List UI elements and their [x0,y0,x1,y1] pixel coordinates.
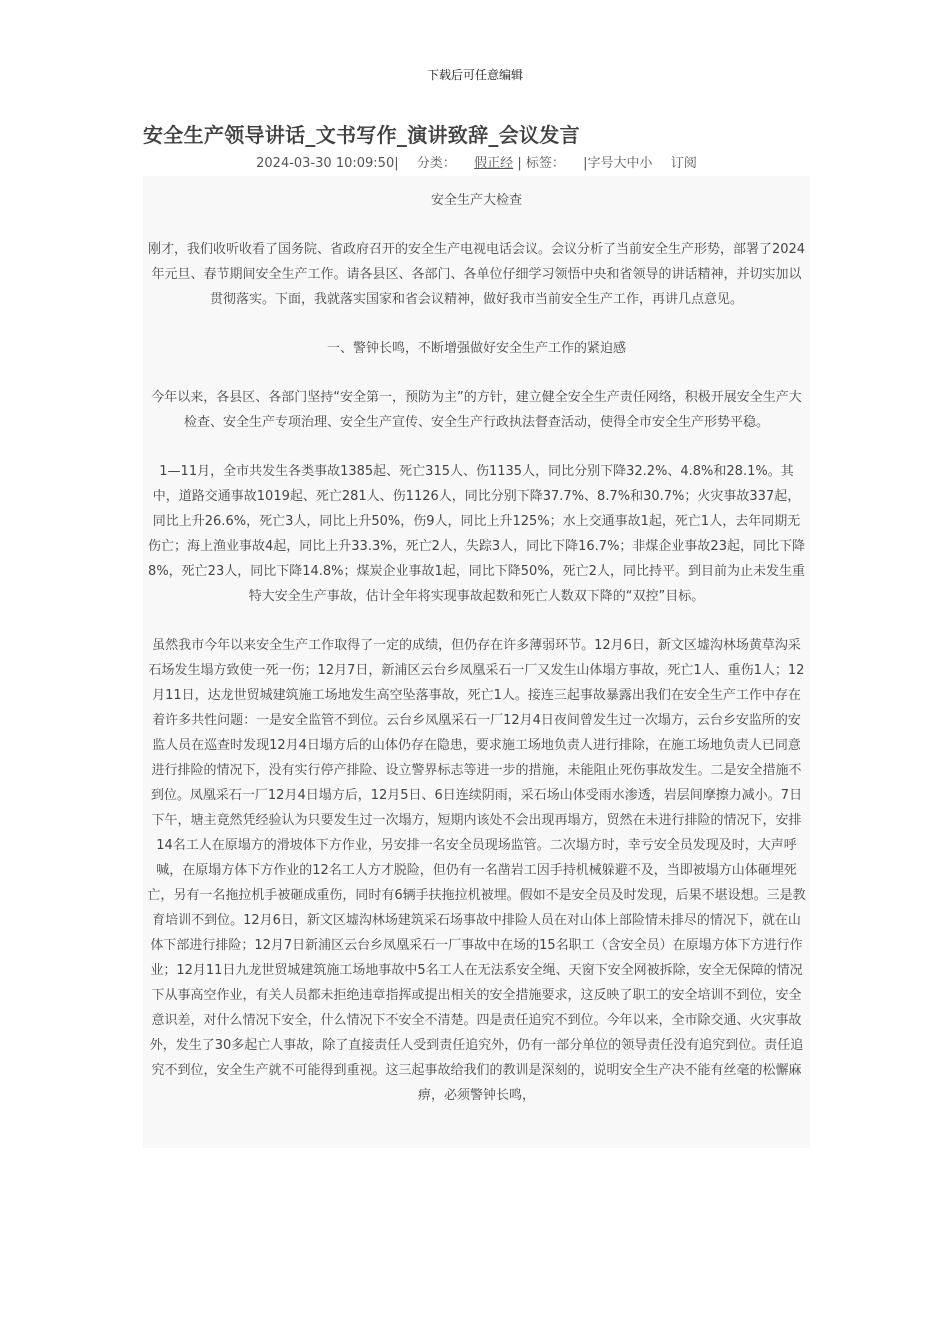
subscribe-link[interactable]: 订阅 [670,156,697,171]
paragraph-statistics: 1—11月，全市共发生各类事故1385起、死亡315人、伤1135人，同比分别下降32.2%、4.8%和28.1%。其中，道路交通事故1019起、死亡281人、伤1126人，同比分别下降37.7%、8.7%和30.7%；火灾事故337起，同比上升26.6%，死亡3人，同比上升50%，伤9人，同比上升125%；水上交通事故1起，死亡1人，去年同期无伤亡；海上渔业事故4起，同比上升33.3%，死亡2人，失踪3人，同比下降16.7%；非煤企业事故23起，同比下降8%，死亡23人，同比下降14.8%；煤炭企业事故1起，同比下降50%，死亡2人，同比持平。到目前为止未发生重特大安全生产事故，估计全年将实现事故起数和死亡人数双下降的“双控”目标。 [148,464,805,604]
post-date: 2024-03-30 10:09:50| [256,156,399,171]
category-label: 分类： [416,156,456,171]
paragraph-problems: 虽然我市今年以来安全生产工作取得了一定的成绩，但仍存在许多薄弱环节。12月6日，新文区墟沟林场黄草沟采石场发生塌方致使一死一伤；12月7日，新浦区云台乡凤凰采石一厂又发生山体塌方事故，死亡1人、重伤1人；12月11日，达龙世贸城建筑施工场地发生高空坠落事故，死亡1人。接连三起事故暴露出我们在安全生产工作中存在着许多共性问题：一是安全监管不到位。云台乡凤凰采石一厂12月4日夜间曾发生过一次塌方，云台乡安监所的安监人员在巡查时发现12月4日塌方后的山体仍存在隐患，要求施工场地负责人进行排除，在施工场地负责人已同意进行排险的情况下，没有实行停产排险、设立警界标志等进一步的措施，未能阻止死伤事故发生。二是安全措施不到位。凤凰采石一厂12月4日塌方后，12月5日、6日连续阴雨，采石场山体受雨水渗透，岩层间摩擦力减小。7日下午，塘主竟然凭经验认为只要发生过一次塌方，短期内该处不会出现再塌方，贸然在未进行排险的情况下，安排14名工人在原塌方的滑坡体下方作业，另安排一名安全员现场监管。二次塌方时，幸亏安全员发现及时，大声呼喊，在原塌方体下方作业的12名工人方才脱险，但仍有一名凿岩工因手持机械躲避不及，当即被塌方山体砸埋死亡，另有一名拖拉机手被砸成重伤，同时有6辆手扶拖拉机被埋。假如不是安全员及时发现，后果不堪设想。三是教育培训不到位。12月6日，新文区墟沟林场建筑采石场事故中排险人员在对山体上部险情未排尽的情况下，就在山体下部进行排险；12月7日新浦区云台乡凤凰采石一厂事故中在场的15名职工（含安全员）在原塌方体下方进行作业；12月11日九龙世贸城建筑施工场地事故中5名工人在无法系安全绳、天窗下安全网被拆除，安全无保障的情况下从事高空作业，有关人员都未拒绝违章指挥或提出相关的安全措施要求，这反映了职工的安全培训不到位，安全意识差，对什么情况下安全，什么情况下不安全不清楚。四是责任追究不到位。今年以来，全市除交通、火灾事故外，发生了30多起亡人事故，除了直接责任人受到责任追究外，仍有一部分单位的领导责任没有追究到位。责任追究不到位，安全生产就不可能得到重视。这三起事故给我们的教训是深刻的，说明安全生产决不能有丝毫的松懈麻痹，必须警钟长鸣， [147,638,806,1103]
meta-separator: | [517,156,522,171]
header-note: 下载后可任意编辑 [426,68,523,82]
article-meta [143,152,810,176]
category-link[interactable]: 假正经 [474,156,514,171]
font-size-switcher[interactable]: |字号大中小 [583,156,653,171]
tags-label: 标签： [525,156,565,171]
paragraph-intro: 刚才，我们收听收看了国务院、省政府召开的安全生产电视电话会议。会议分析了当前安全生产形势，部署了2024年元旦、春节期间安全生产工作。请各县区、各部门、各单位仔细学习领悟中央和省领导的讲话精神，并切实加以贯彻落实。下面，我就落实国家和省会议精神，做好我市当前安全生产工作，再讲几点意见。 [147,242,806,307]
article-subhead: 安全生产大检查 [430,193,522,208]
paragraph-overview: 今年以来，各县区、各部门坚持“安全第一，预防为主”的方针，建立健全安全生产责任网络，积极开展安全生产大检查、安全生产专项治理、安全生产宣传、安全生产行政执法督查活动，使得全市安全生产形势平稳。 [151,390,802,430]
article [143,118,810,1148]
section-heading: 一、警钟长鸣，不断增强做好安全生产工作的紧迫感 [326,341,626,356]
article-body [143,176,810,1148]
article-title: 安全生产领导讲话_文书写作_演讲致辞_会议发言 [143,123,580,147]
